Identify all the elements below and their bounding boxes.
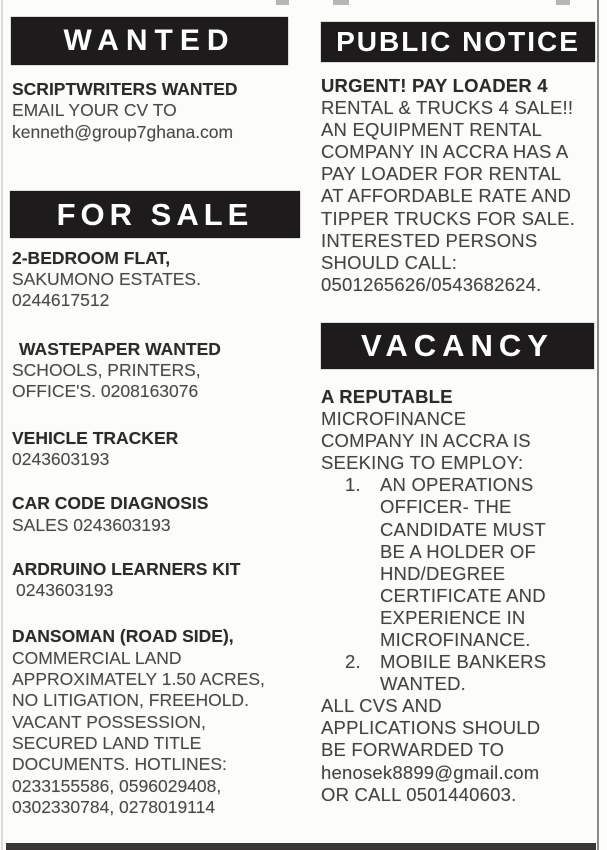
ad-title: ARDRUINO LEARNERS KIT: [12, 558, 241, 579]
ad-line: MICROFINANCE.: [380, 628, 531, 650]
ad-line: BE FORWARDED TO: [321, 739, 505, 761]
ad-line: AN OPERATIONS: [380, 474, 534, 496]
ad-line: AN EQUIPMENT RENTAL: [321, 119, 543, 141]
ad-car-code-diagnosis: [10, 493, 300, 536]
ad-title: DANSOMAN (ROAD SIDE),: [12, 626, 234, 647]
ad-line: VACANT POSSESSION,: [12, 711, 206, 732]
ad-line: INTERESTED PERSONS: [321, 229, 538, 251]
ad-pay-loader: [321, 75, 597, 296]
ad-vehicle-tracker: [10, 428, 300, 471]
ad-title: VEHICLE TRACKER: [12, 427, 179, 448]
ad-line: NO LITIGATION, FREEHOLD.: [12, 690, 249, 711]
vacancy-list-item-2: [321, 651, 597, 695]
ad-line: COMPANY IN ACCRA IS: [321, 430, 531, 452]
ad-line: SECURED LAND TITLE: [12, 732, 202, 753]
ad-ardruino-learners-kit: [10, 559, 300, 602]
ad-line: TIPPER TRUCKS FOR SALE.: [321, 207, 576, 229]
ad-phone: OR CALL 0501440603.: [321, 783, 517, 805]
ad-line: APPROXIMATELY 1.50 ACRES,: [12, 669, 265, 690]
ad-line: PAY LOADER FOR RENTAL: [321, 163, 562, 185]
ad-email: henosek8899@gmail.com: [321, 761, 540, 783]
ad-wastepaper-wanted: [10, 339, 300, 403]
ad-phone: 0244617512: [12, 290, 110, 311]
ad-phone: 0243603193: [16, 580, 114, 601]
ad-line: COMMERCIAL LAND: [12, 647, 182, 668]
ad-line: MICROFINANCE: [321, 408, 467, 430]
ad-phone: 0243603193: [12, 448, 110, 469]
list-item-text: [380, 651, 597, 695]
ad-2-bedroom-flat: [10, 248, 300, 312]
ad-line: APPLICATIONS SHOULD: [321, 717, 541, 739]
section-header-vacancy: VACANCY: [321, 323, 594, 369]
ad-line: EMAIL YOUR CV TO: [12, 100, 177, 121]
section-header-wanted: WANTED: [11, 17, 288, 65]
ad-title: WASTEPAPER WANTED: [19, 338, 221, 359]
ad-line: WANTED.: [380, 673, 467, 695]
right-column: [321, 0, 597, 806]
right-column-rule: [597, 0, 599, 850]
ad-line: ALL CVS AND: [321, 695, 442, 717]
ad-scriptwriters: [10, 79, 300, 143]
bottom-section-bar: [6, 843, 596, 850]
ad-line: SCHOOLS, PRINTERS,: [12, 360, 201, 381]
ad-phone: 0233155586, 0596029408,: [12, 775, 222, 796]
section-header-for-sale: FOR SALE: [10, 191, 300, 238]
ad-phone: SALES 0243603193: [12, 514, 171, 535]
ad-line: COMPANY IN ACCRA HAS A: [321, 141, 569, 163]
ad-dansoman-land: [10, 626, 300, 818]
left-column-rule: [1, 0, 3, 850]
ad-title: URGENT! PAY LOADER 4: [321, 75, 548, 96]
ad-line: CERTIFICATE AND: [380, 584, 546, 606]
ad-line: AT AFFORDABLE RATE AND: [321, 185, 572, 207]
ad-line: SHOULD CALL:: [321, 251, 458, 273]
ad-title: SCRIPTWRITERS WANTED: [12, 79, 238, 99]
ad-line: OFFICER- THE: [380, 496, 512, 518]
ad-line: MOBILE BANKERS: [380, 651, 547, 673]
ad-line: EXPERIENCE IN: [380, 606, 526, 628]
vacancy-ad: [321, 386, 597, 806]
ad-phone: 0501265626/0543682624.: [321, 273, 542, 295]
list-number: 2.: [345, 651, 361, 673]
list-item-text: [380, 474, 597, 651]
ad-title: A REPUTABLE: [321, 385, 453, 407]
ad-line: CANDIDATE MUST: [380, 518, 546, 540]
ad-line: SEEKING TO EMPLOY:: [321, 452, 524, 474]
ad-phone: OFFICE'S. 0208163076: [12, 381, 199, 402]
ad-phone: 0302330784, 0278019114: [12, 796, 216, 817]
ad-title: CAR CODE DIAGNOSIS: [12, 493, 209, 514]
vacancy-list-item-1: [321, 474, 597, 651]
ad-line: BE A HOLDER OF: [380, 540, 536, 562]
ad-line: HND/DEGREE: [380, 562, 506, 584]
ad-title: 2-BEDROOM FLAT,: [12, 247, 171, 268]
ad-line: DOCUMENTS. HOTLINES:: [12, 754, 227, 775]
left-column: [10, 0, 300, 818]
ad-line: SAKUMONO ESTATES.: [12, 269, 201, 290]
ad-email: kenneth@group7ghana.com: [12, 121, 234, 142]
list-number: 1.: [345, 474, 361, 496]
ad-line: RENTAL & TRUCKS 4 SALE!!: [321, 97, 574, 119]
section-header-public-notice: PUBLIC NOTICE: [321, 22, 595, 62]
